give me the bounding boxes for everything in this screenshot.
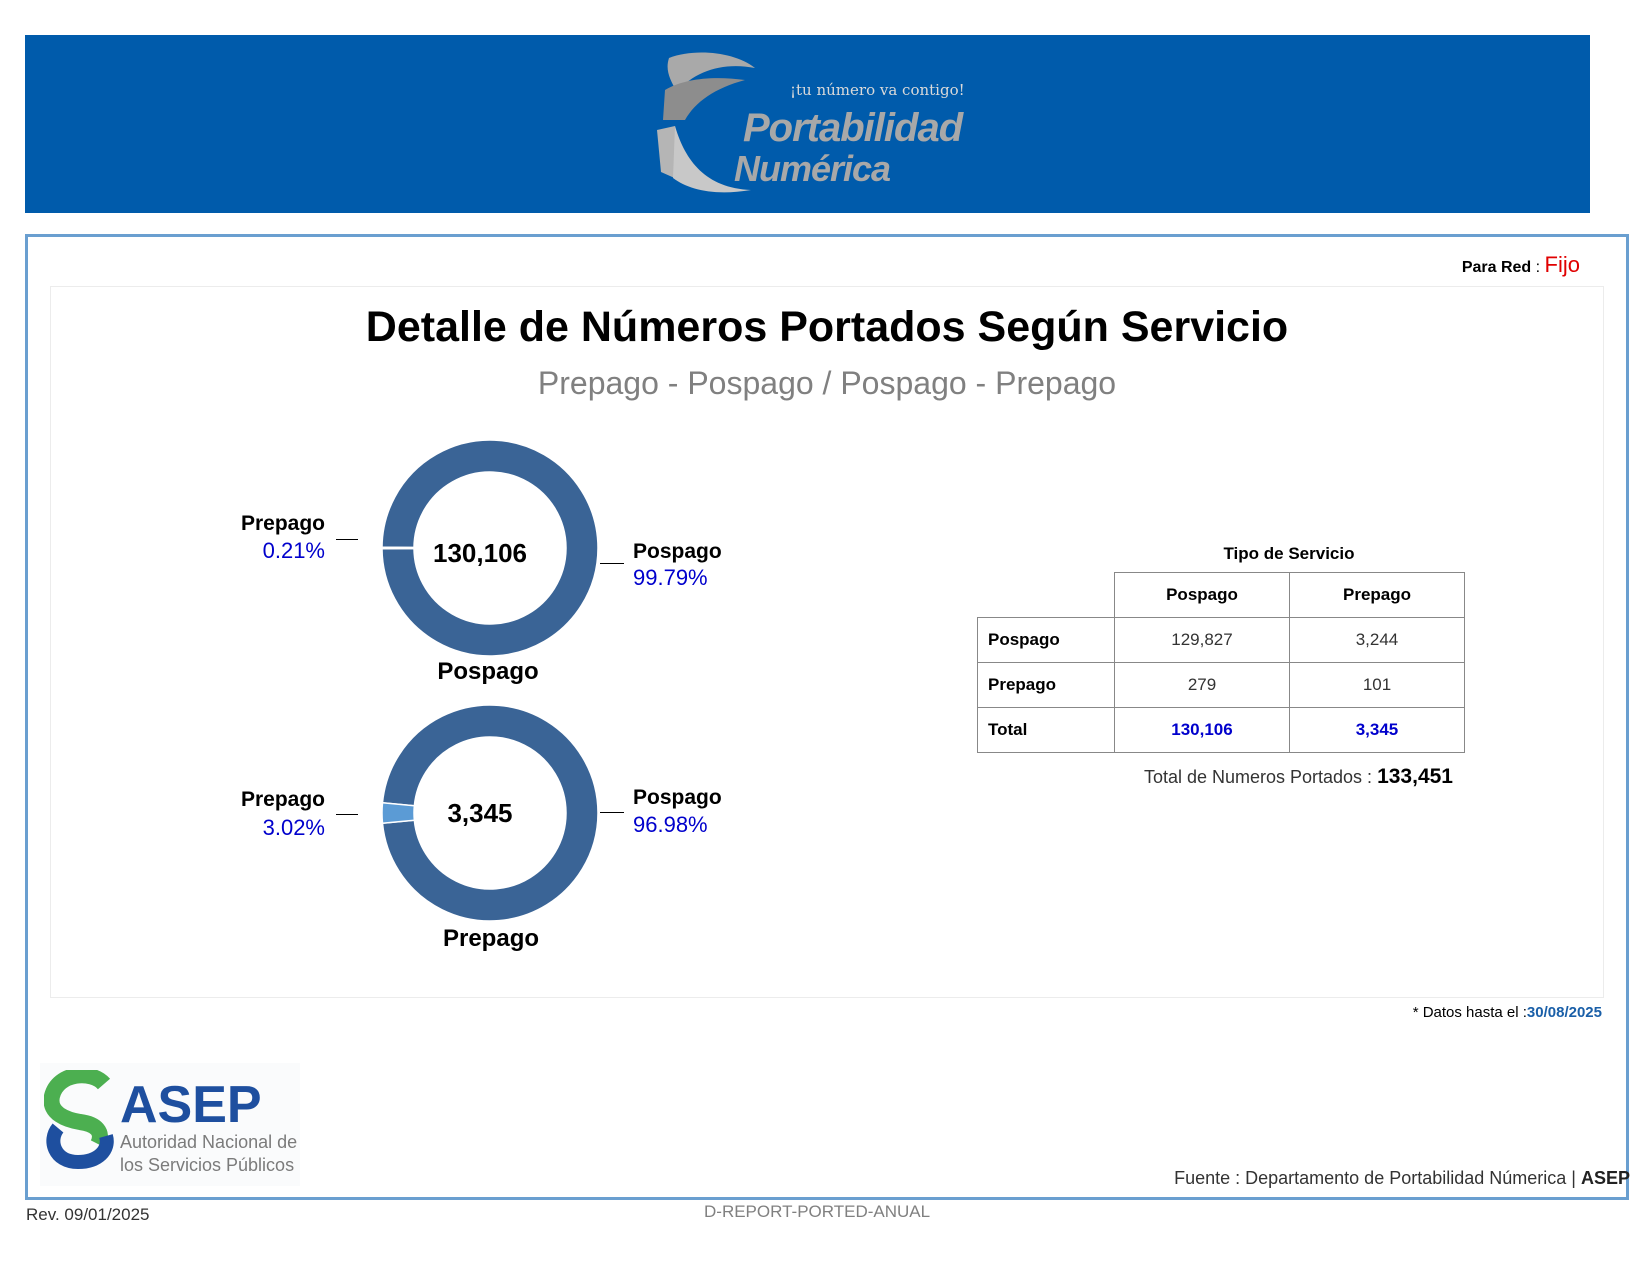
column-header: Pospago	[1115, 573, 1290, 618]
brand-tagline: ¡tu número va contigo!	[790, 81, 965, 99]
table-row	[978, 663, 1465, 708]
asep-subtitle-line1: Autoridad Nacional de	[120, 1132, 298, 1152]
asep-wordmark: ASEP	[120, 1076, 262, 1134]
donut-pospago-pospago-pct: 99.79%	[633, 565, 708, 590]
asep-subtitle-line2: los Servicios Públicos	[120, 1155, 295, 1175]
donut-prepago-title: Prepago	[442, 925, 540, 952]
donut-pospago-title: Pospago	[437, 658, 539, 685]
table-heading: Tipo de Servicio	[1223, 544, 1355, 563]
source-note	[1174, 1168, 1630, 1189]
page-title: Detalle de Números Portados Según Servicio	[365, 303, 1289, 351]
donut-pospago-prepago-pct: 0.21%	[262, 538, 325, 563]
column-header: Prepago	[1290, 573, 1465, 618]
row-header: Prepago	[978, 663, 1115, 708]
asep-s-icon	[44, 1070, 116, 1170]
network-filter-separator: :	[1535, 259, 1541, 276]
data-cutoff-date: 30/08/2025	[1526, 1004, 1602, 1021]
revision-date: Rev. 09/01/2025	[26, 1205, 150, 1224]
total-cell: 3,345	[1290, 708, 1465, 753]
row-header: Total	[978, 708, 1115, 753]
donut-pospago-pospago-label: Pospago	[633, 540, 722, 563]
table-cell: 279	[1115, 663, 1290, 708]
donut-pospago-prepago-label: Prepago	[240, 512, 325, 535]
grand-total-value: 133,451	[1377, 765, 1453, 788]
network-filter-value: Fijo	[1544, 252, 1580, 277]
source-org: ASEP	[1580, 1168, 1630, 1188]
network-filter-label: Para Red	[1461, 259, 1532, 276]
donut-prepago-pospago-label: Pospago	[633, 786, 722, 809]
grand-total	[1100, 765, 1453, 789]
leader-line	[336, 814, 358, 815]
leader-line	[336, 539, 358, 540]
table-row	[978, 618, 1465, 663]
row-header: Pospago	[978, 618, 1115, 663]
donut-pospago-center-value: 130,106	[433, 538, 527, 568]
grand-total-label: Total de Numeros Portados :	[1143, 767, 1373, 787]
source-label: Fuente : Departamento de Portabilidad Númerica |	[1174, 1168, 1581, 1188]
leader-line	[600, 812, 624, 813]
donut-prepago-pospago-pct: 96.98%	[633, 812, 708, 837]
service-table	[977, 572, 1465, 753]
network-filter	[1462, 252, 1580, 278]
report-code: D-REPORT-PORTED-ANUAL	[704, 1202, 931, 1221]
donut-prepago-prepago-label: Prepago	[240, 788, 325, 811]
donut-prepago-prepago-pct: 3.02%	[262, 815, 325, 840]
table-cell: 3,244	[1290, 618, 1465, 663]
table-total-row	[978, 708, 1465, 753]
brand-name-line2: Numérica	[734, 148, 891, 189]
total-cell: 130,106	[1115, 708, 1290, 753]
data-cutoff-label: * Datos hasta el :	[1412, 1004, 1527, 1021]
donut-prepago-center-value: 3,345	[447, 798, 513, 828]
brand-name-line1: Portabilidad	[743, 106, 963, 150]
page-subtitle: Prepago - Pospago / Pospago - Prepago	[537, 365, 1117, 401]
table-cell: 101	[1290, 663, 1465, 708]
table-header-row	[978, 573, 1465, 618]
table-corner	[978, 573, 1115, 618]
table-cell: 129,827	[1115, 618, 1290, 663]
leader-line	[600, 563, 624, 564]
data-cutoff-note	[1413, 1004, 1602, 1021]
